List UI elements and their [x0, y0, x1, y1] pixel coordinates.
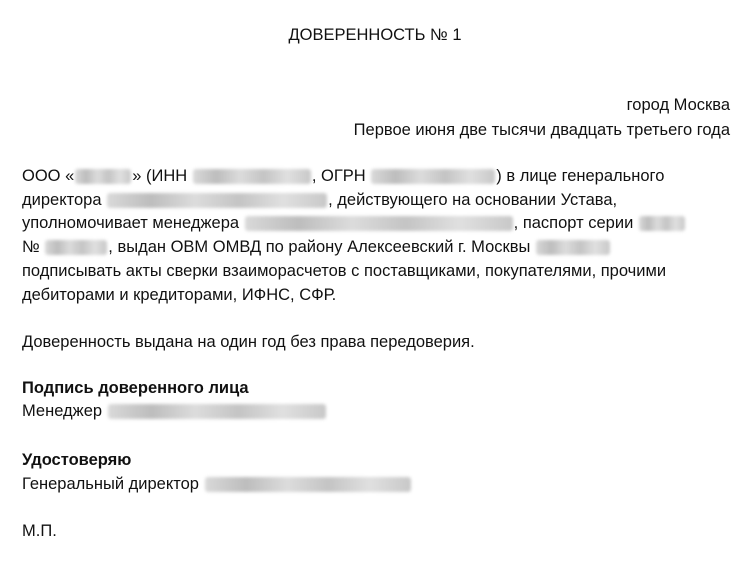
body-text: , действующего на основании Устава, — [328, 191, 618, 209]
validity-statement: Доверенность выдана на один год без права передоверия. — [22, 333, 475, 351]
stamp-placeholder: М.П. — [22, 522, 57, 540]
body-text: № — [22, 238, 40, 256]
certify-heading: Удостоверяю — [22, 451, 132, 469]
body-text: ООО « — [22, 167, 75, 185]
body-text: уполномочивает менеджера — [22, 214, 240, 232]
redacted-manager-name — [245, 216, 513, 231]
redacted-director-name — [107, 193, 327, 208]
body-text: » (ИНН — [132, 167, 188, 185]
sign-heading: Подпись доверенного лица — [22, 379, 249, 397]
body-line-1 — [22, 165, 664, 187]
document-city: город Москва — [626, 96, 730, 114]
body-text: , паспорт серии — [513, 214, 634, 232]
redacted-company-name — [75, 169, 131, 184]
sign-role: Менеджер — [22, 402, 103, 420]
body-text: директора — [22, 191, 102, 209]
redacted-director-signature — [205, 477, 411, 492]
body-line-2 — [22, 189, 617, 211]
document-date: Первое июня две тысячи двадцать третьего года — [353, 121, 730, 139]
body-line-4 — [22, 236, 611, 258]
certify-role: Генеральный директор — [22, 475, 199, 493]
certify-line — [22, 473, 412, 495]
body-text: ) в лице генерального — [496, 167, 665, 185]
body-line-6: дебиторами и кредиторами, ИФНС, СФР. — [22, 286, 337, 304]
redacted-inn — [193, 169, 311, 184]
redacted-ogrn — [371, 169, 495, 184]
redacted-passport-series — [639, 216, 685, 231]
body-line-5: подписывать акты сверки взаиморасчетов с поставщиками, покупателями, прочими — [22, 262, 667, 280]
redacted-passport-number — [45, 240, 107, 255]
sign-line — [22, 400, 327, 422]
body-line-3 — [22, 212, 686, 234]
redacted-issue-date — [536, 240, 610, 255]
body-text: , ОГРН — [311, 167, 366, 185]
document-title: ДОВЕРЕННОСТЬ № 1 — [288, 26, 462, 44]
redacted-manager-signature — [108, 404, 326, 419]
body-text: , выдан ОВМ ОМВД по району Алексеевский г. Москвы — [108, 238, 531, 256]
